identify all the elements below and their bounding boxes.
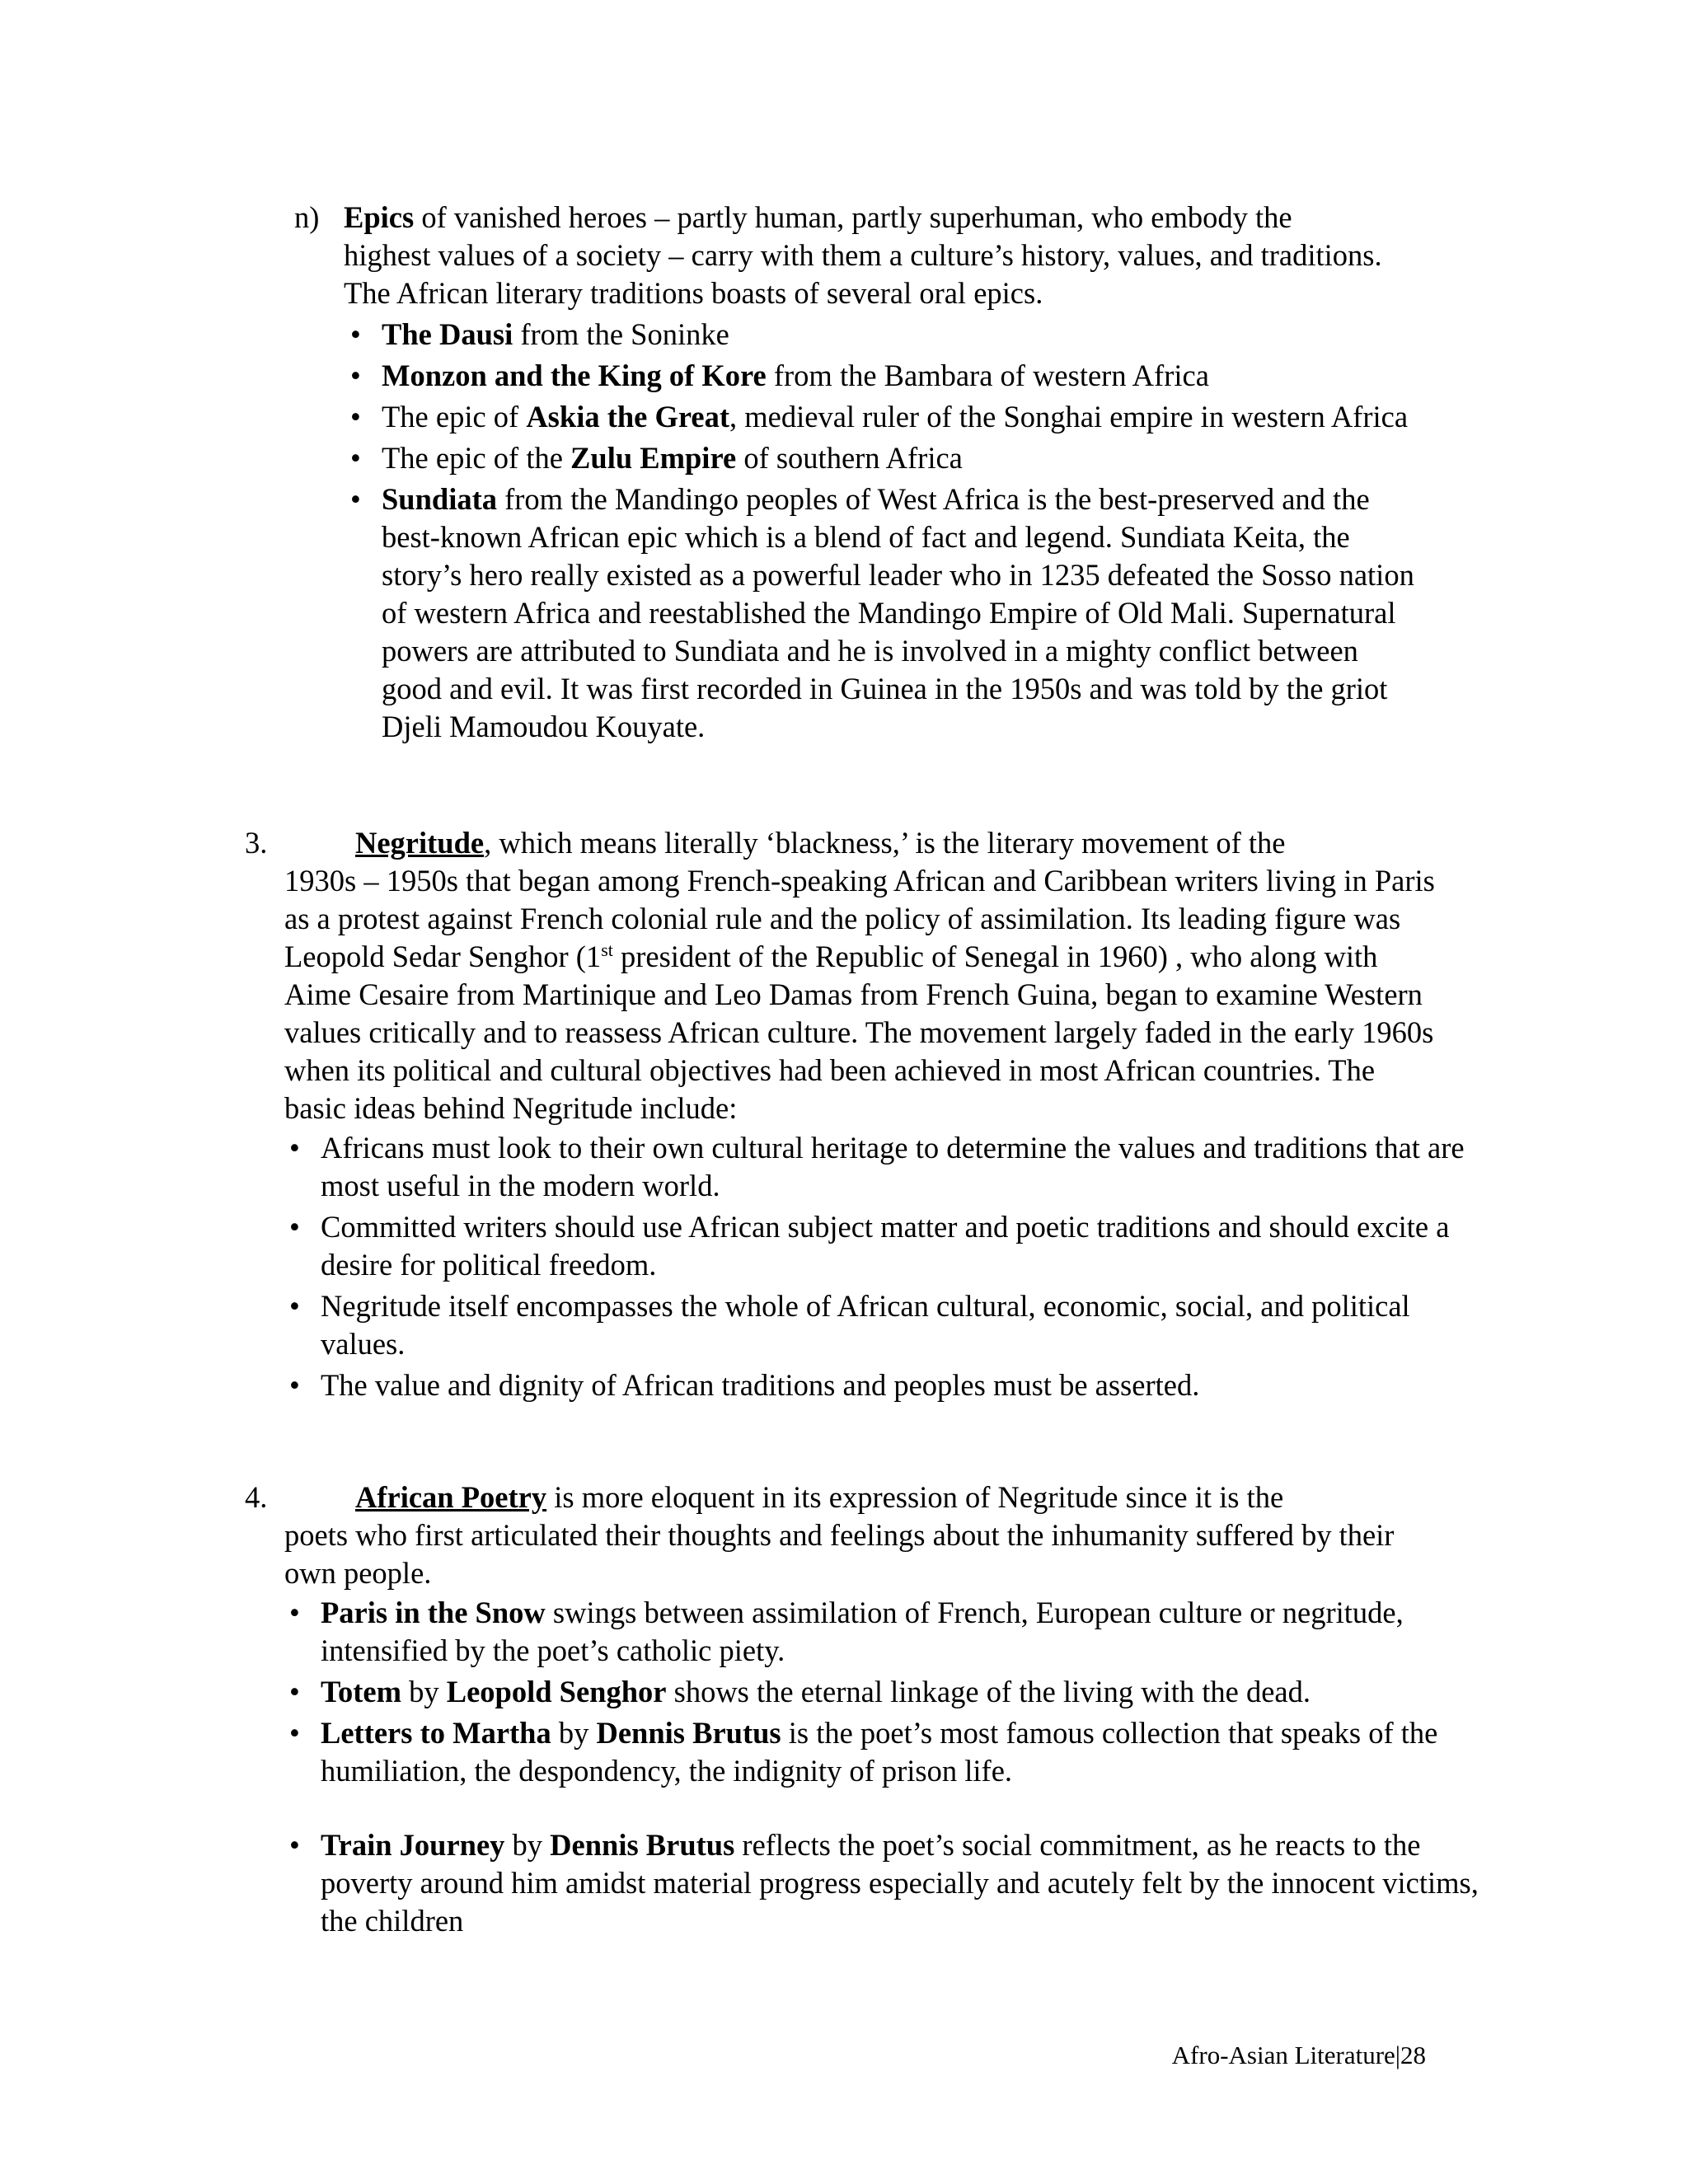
poem-author: Dennis Brutus: [550, 1828, 735, 1862]
negritude-list: [321, 1129, 1465, 1404]
item-bold: Askia the Great: [526, 400, 730, 434]
item-bold: The Dausi: [382, 317, 513, 351]
item-post: from the Soninke: [513, 317, 729, 351]
poem-title: Totem: [321, 1675, 402, 1708]
list-item: [382, 357, 1420, 395]
poem-by: by: [551, 1716, 597, 1750]
list-item: [321, 1826, 1507, 1940]
section-negritude: [245, 824, 1465, 1408]
list-item: [382, 316, 1420, 354]
list-item: [321, 1594, 1507, 1670]
list-marker: n): [294, 200, 320, 234]
list-item: • The value and dignity of African traditions and peoples must be asserted.: [321, 1366, 1491, 1404]
negritude-heading-line: [245, 824, 1440, 862]
item-bold: Sundiata: [382, 482, 497, 516]
list-item: • Africans must look to their own cultural heritage to determine the values and traditions that are most useful in the modern world.: [321, 1129, 1491, 1205]
negritude-body-b: president of the Republic of Senegal in 1960) , who along with Aime Cesaire from Martinique and Leo Damas from French Guina, began to examine Western values critically and to reassess African culture. The movement largely faded in the early 1960s when its political and cultural objectives had been achieved in most African countries. The basic ideas behind Negritude include:: [284, 940, 1434, 1125]
item-post: , medieval ruler of the Songhai empire in western Africa: [729, 400, 1409, 434]
item-pre: The epic of the: [382, 441, 571, 475]
poem-title: Paris in the Snow: [321, 1596, 546, 1629]
item-post: from the Bambara of western Africa: [766, 359, 1209, 392]
poem-title: Train Journey: [321, 1828, 505, 1862]
epics-list: [382, 316, 1414, 746]
list-item: [321, 1673, 1507, 1711]
poem-by: by: [401, 1675, 447, 1708]
negritude-term: Negritude: [355, 826, 485, 860]
epics-intro-text: of vanished heroes – partly human, partly superhuman, who embody the highest values of a society – carry with them a culture’s history, values, and traditions. The African literary traditions boasts of several oral epics.: [344, 200, 1382, 310]
poem-author: Dennis Brutus: [596, 1716, 781, 1750]
poetry-body: poets who first articulated their thoughts and feelings about the inhumanity suffered by their own people.: [284, 1518, 1395, 1590]
list-item: [382, 398, 1420, 436]
poetry-term: African Poetry: [355, 1480, 547, 1514]
section-number: 3.: [245, 826, 268, 860]
epics-term: Epics: [344, 200, 415, 234]
item-bold: Monzon and the King of Kore: [382, 359, 767, 392]
poetry-list: [321, 1594, 1479, 1940]
list-item: • Committed writers should use African subject matter and poetic traditions and should excite a desire for political freedom.: [321, 1208, 1491, 1284]
section-african-poetry: [245, 1479, 1479, 1943]
list-item: [321, 1714, 1507, 1790]
list-item: [382, 439, 1420, 477]
item-post: of southern Africa: [736, 441, 963, 475]
poem-by: by: [504, 1828, 551, 1862]
item-post: from the Mandingo peoples of West Africa is the best-preserved and the best-known African epic which is a blend of fact and legend. Sundiata Keita, the story’s hero really existed as a powerful leader who in 1235 defeated the Sosso nation of western Africa and reestablished the Mandingo Empire of Old Mali. Supernatural powers are attributed to Sundiata and he is involved in a mighty conflict between good and evil. It was first recorded in Guinea in the 1950s and was told by the griot Djeli Mamoudou Kouyate.: [382, 482, 1414, 743]
poem-title: Letters to Martha: [321, 1716, 551, 1750]
poem-desc: reflects the poet’s social commitment, as he reacts to the poverty around him amidst material progress especially and acutely felt by the innocent victims, the children: [321, 1828, 1479, 1938]
section-epics: [294, 199, 1414, 749]
list-item: • Negritude itself encompasses the whole of African cultural, economic, social, and political values.: [321, 1287, 1491, 1363]
ordinal-suffix: st: [601, 939, 613, 960]
poetry-heading-line: [245, 1479, 1440, 1516]
poetry-line1: is more eloquent in its expression of Negritude since it is the: [546, 1480, 1284, 1514]
page-footer: Afro-Asian Literature|28: [1171, 2041, 1426, 2069]
negritude-line1: , which means literally ‘blackness,’ is the literary movement of the: [484, 826, 1286, 860]
negritude-body: [284, 862, 1438, 1127]
item-bold: Zulu Empire: [570, 441, 737, 475]
negritude-body-a: 1930s – 1950s that began among French-speaking African and Caribbean writers living in Paris as a protest against French colonial rule and the policy of assimilation. Its leading figure was Leopold Sedar Senghor (1: [284, 864, 1435, 973]
poem-desc: shows the eternal linkage of the living with the dead.: [666, 1675, 1311, 1708]
section-number: 4.: [245, 1480, 268, 1514]
list-item: [382, 480, 1420, 746]
poem-desc: is the poet’s most famous collection that speaks of the humiliation, the despondency, the indignity of prison life.: [321, 1716, 1438, 1788]
poem-author: Leopold Senghor: [446, 1675, 667, 1708]
item-pre: The epic of: [382, 400, 527, 434]
poem-desc: swings between assimilation of French, European culture or negritude, intensified by the poet’s catholic piety.: [321, 1596, 1404, 1667]
epics-intro: [344, 199, 1382, 312]
